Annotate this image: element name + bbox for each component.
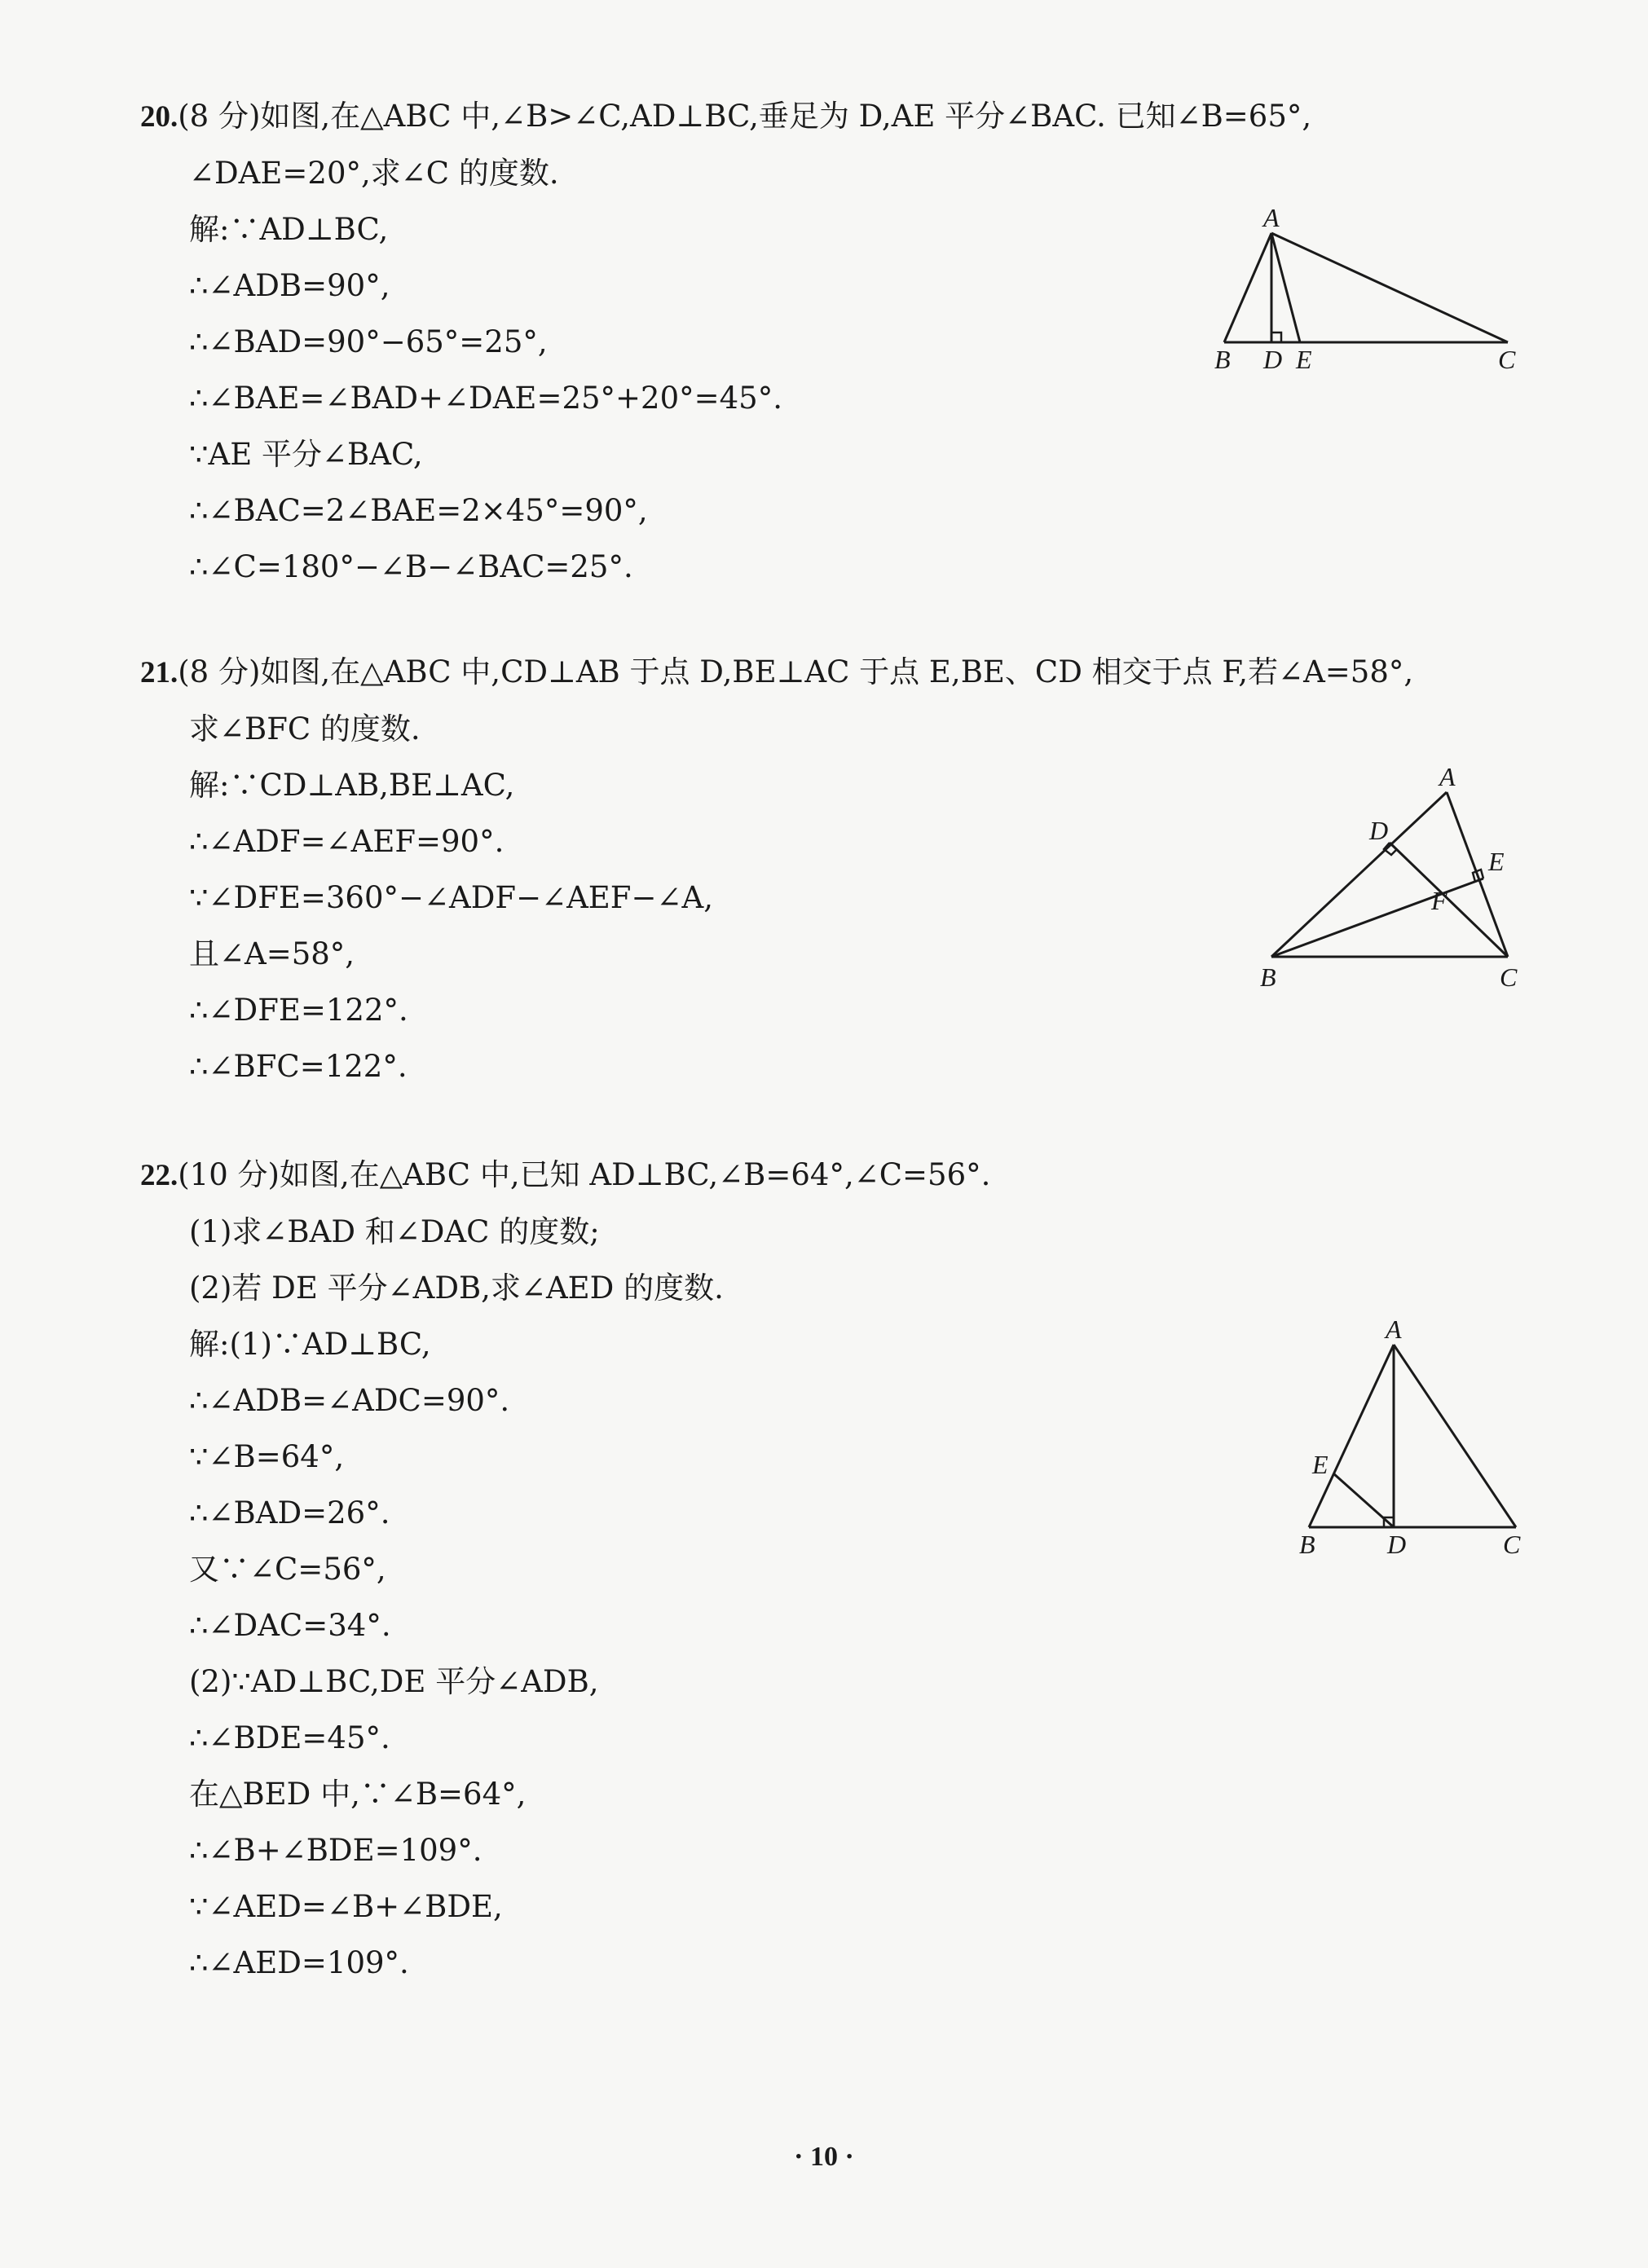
label-B: B: [1299, 1530, 1315, 1559]
solution-line: ∴∠BAD=90°−65°=25°,: [189, 324, 548, 359]
solution-line: ∴∠DFE=122°.: [189, 993, 408, 1028]
problem-number: 21.: [140, 656, 178, 689]
solution-line: ∴∠BDE=45°.: [189, 1720, 390, 1755]
label-C: C: [1503, 1530, 1521, 1559]
page-number: · 10 ·: [794, 2142, 854, 2172]
label-D: D: [1387, 1530, 1407, 1559]
solution-line: 解:∵AD⊥BC,: [189, 212, 389, 247]
label-A: A: [1263, 204, 1280, 232]
solution-line: 解:∵CD⊥AB,BE⊥AC,: [189, 768, 515, 803]
label-D: D: [1263, 345, 1283, 374]
solution-line: 且∠A=58°,: [189, 936, 355, 971]
solution-line: ∴∠C=180°−∠B−∠BAC=25°.: [189, 549, 633, 584]
question-line: 20.(8 分)如图,在△ABC 中,∠B>∠C,AD⊥BC,垂足为 D,AE 平分∠BAC. 已知∠B=65°,: [140, 99, 1312, 134]
solution-line: ∵∠DFE=360°−∠ADF−∠AEF−∠A,: [189, 880, 713, 915]
solution-line: ∴∠B+∠BDE=109°.: [189, 1833, 483, 1868]
label-A: A: [1439, 762, 1456, 791]
label-A: A: [1386, 1320, 1402, 1344]
solution-line: ∴∠AED=109°.: [189, 1945, 409, 1980]
figure-20: [1206, 204, 1532, 386]
solution-line: (2)∵AD⊥BC,DE 平分∠ADB,: [189, 1664, 599, 1699]
question-line: (1)求∠BAD 和∠DAC 的度数;: [189, 1214, 600, 1249]
label-C: C: [1500, 962, 1518, 992]
solution-line: ∵∠B=64°,: [189, 1439, 345, 1474]
solution-line: ∵AE 平分∠BAC,: [189, 437, 423, 472]
solution-line: 在△BED 中,∵∠B=64°,: [189, 1777, 527, 1812]
question-line: 22.(10 分)如图,在△ABC 中,已知 AD⊥BC,∠B=64°,∠C=56°.: [140, 1157, 991, 1192]
label-D: D: [1369, 816, 1389, 845]
problem-22: [140, 1147, 1542, 1991]
solution-line: ∴∠ADB=∠ADC=90°.: [189, 1383, 510, 1418]
solution-line: ∴∠BFC=122°.: [189, 1049, 408, 1084]
question-line: ∠DAE=20°,求∠C 的度数.: [189, 156, 559, 191]
label-B: B: [1260, 962, 1276, 992]
figure-21: [1247, 758, 1540, 997]
label-F: F: [1431, 886, 1448, 915]
label-C: C: [1498, 345, 1516, 374]
solution-line: ∴∠BAD=26°.: [189, 1495, 390, 1530]
solution-line: ∴∠BAC=2∠BAE=2×45°=90°,: [189, 493, 648, 528]
solution-line: 解:(1)∵AD⊥BC,: [189, 1327, 431, 1362]
label-E: E: [1296, 345, 1312, 374]
solution-line: ∴∠ADB=90°,: [189, 268, 390, 303]
label-E: E: [1488, 847, 1505, 876]
figure-22: [1288, 1320, 1532, 1568]
label-E: E: [1312, 1450, 1329, 1479]
problem-number: 22.: [140, 1159, 178, 1192]
solution-line: 又∵∠C=56°,: [189, 1552, 386, 1587]
solution-line: ∵∠AED=∠B+∠BDE,: [189, 1889, 503, 1924]
question-line: 求∠BFC 的度数.: [189, 711, 421, 746]
solution-line: ∴∠DAC=34°.: [189, 1608, 391, 1643]
question-line: (2)若 DE 平分∠ADB,求∠AED 的度数.: [189, 1271, 724, 1306]
label-B: B: [1214, 345, 1231, 374]
question-line: 21.(8 分)如图,在△ABC 中,CD⊥AB 于点 D,BE⊥AC 于点 E,BE、CD 相交于点 F,若∠A=58°,: [140, 654, 1414, 689]
problem-number: 20.: [140, 100, 178, 134]
solution-line: ∴∠BAE=∠BAD+∠DAE=25°+20°=45°.: [189, 381, 782, 416]
solution-line: ∴∠ADF=∠AEF=90°.: [189, 824, 505, 859]
